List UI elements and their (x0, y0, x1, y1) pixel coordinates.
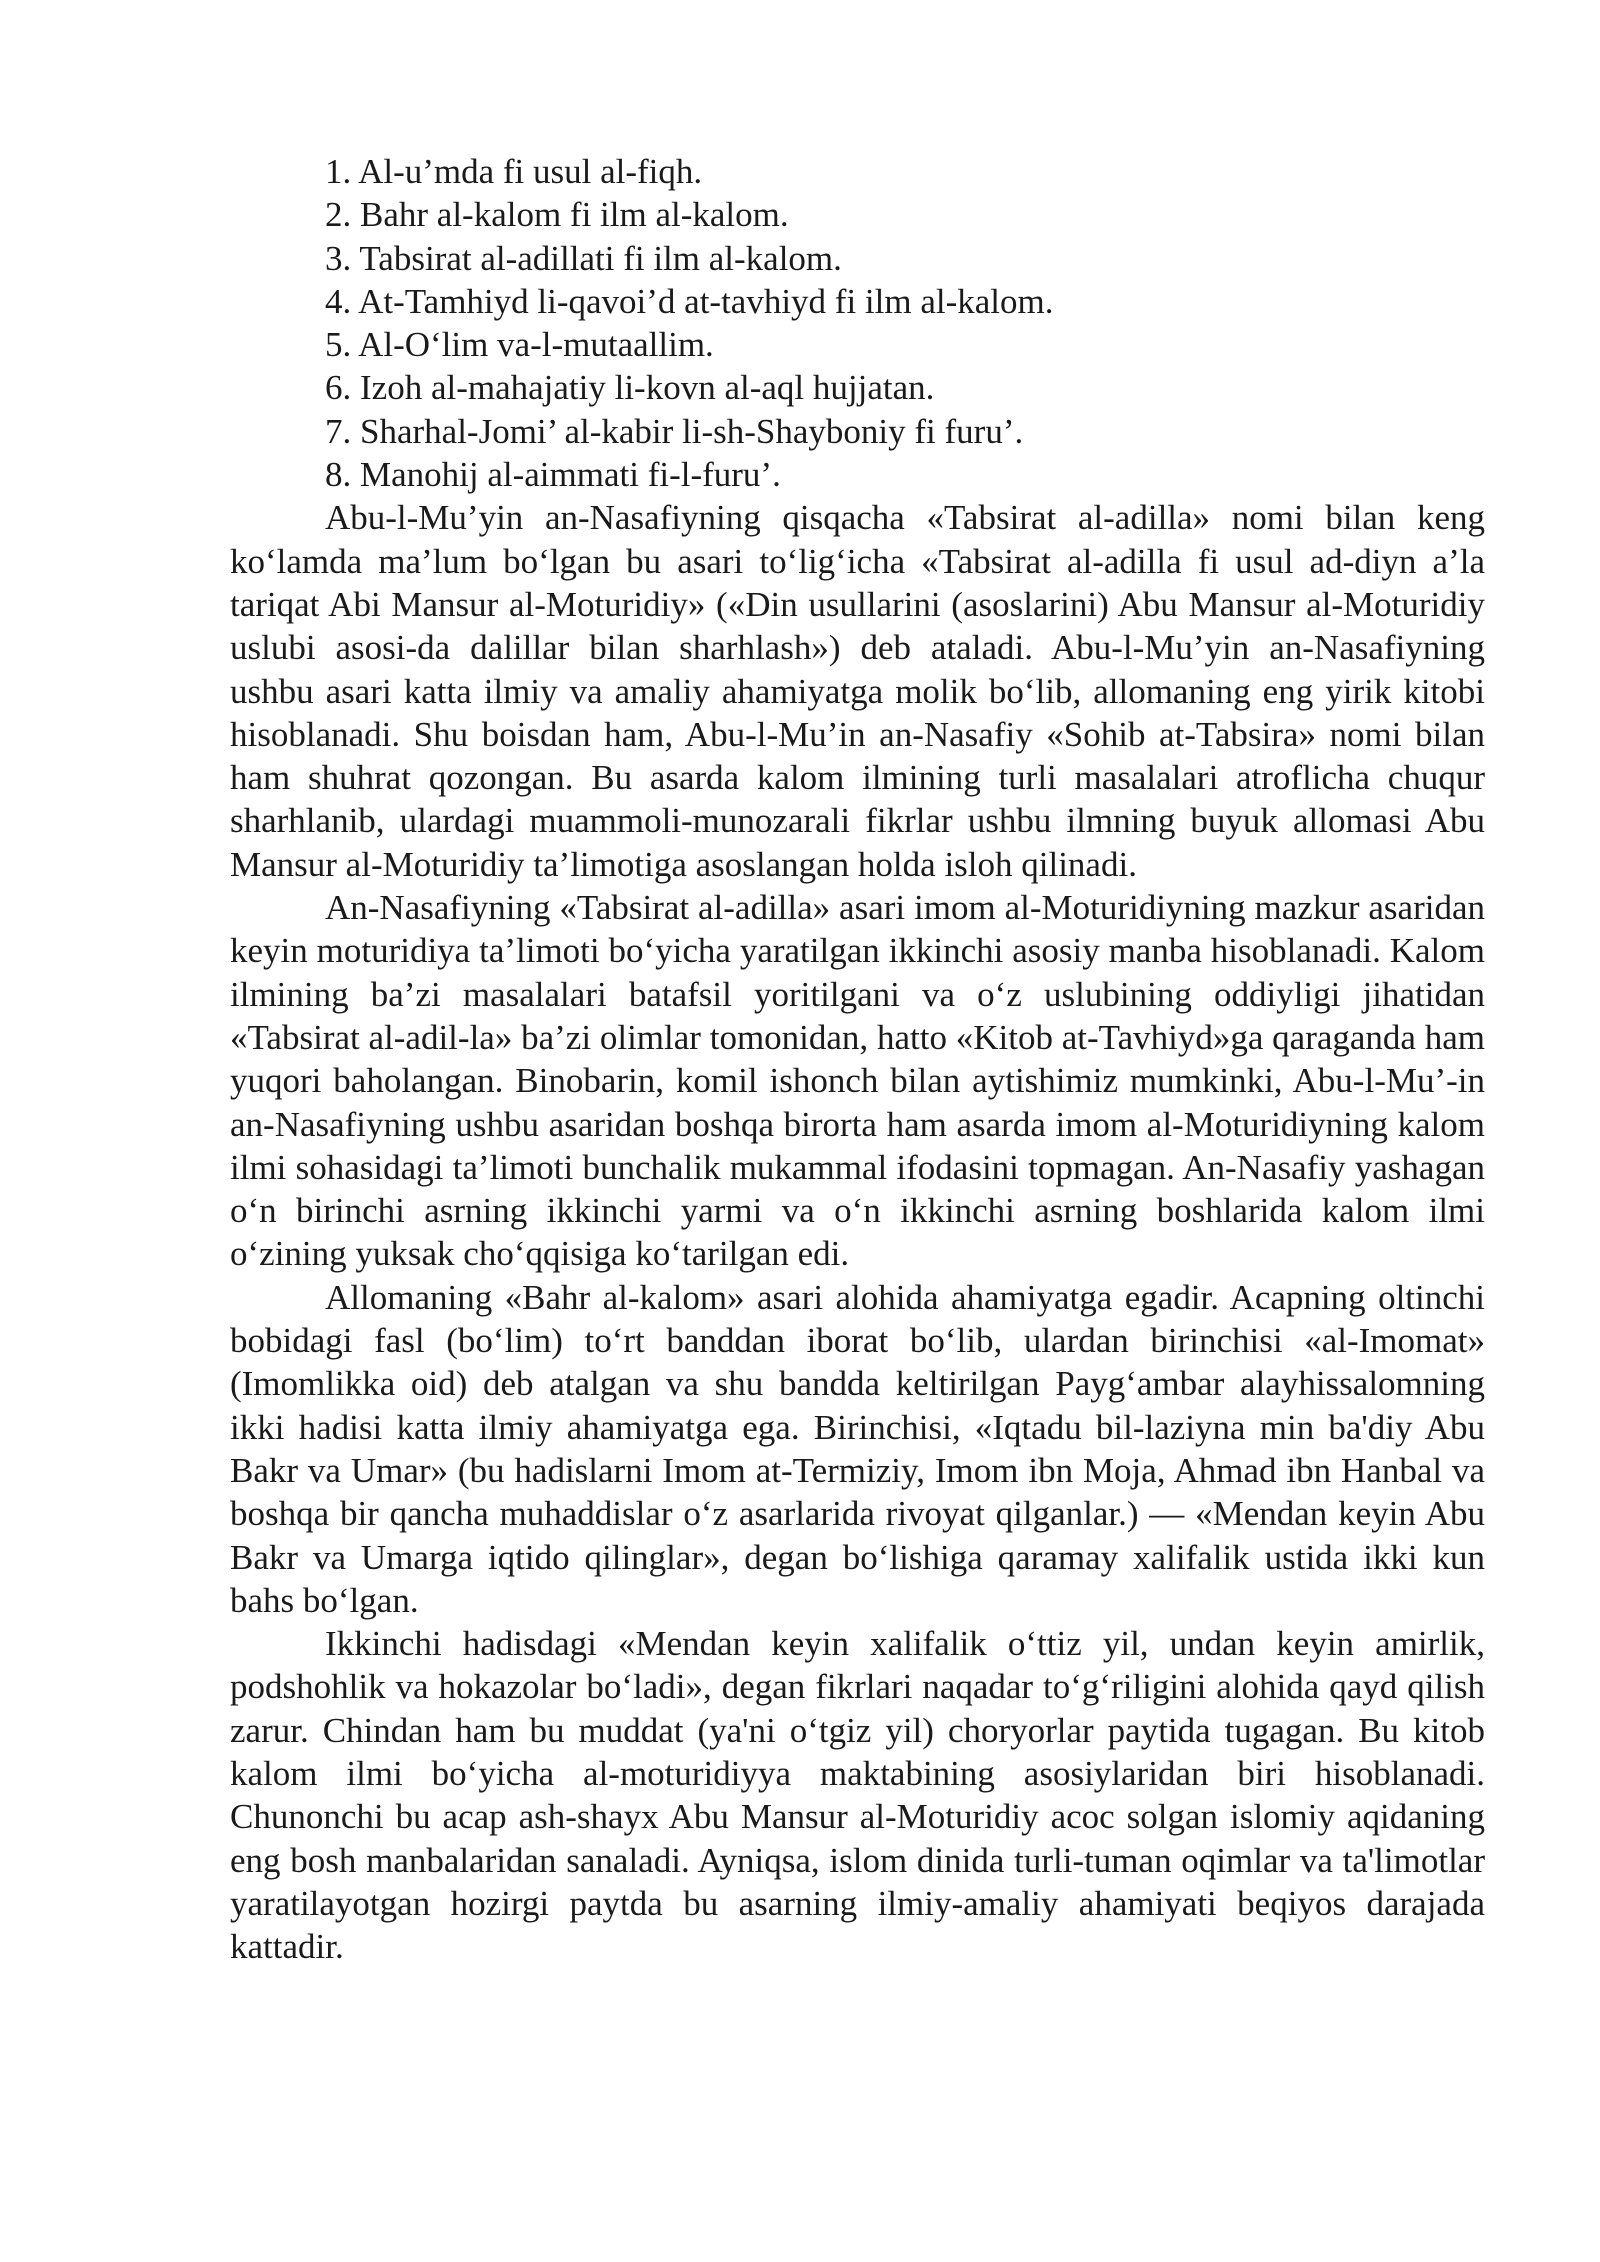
paragraph-tabsirat-intro: Abu-l-Mu’yin an-Nasafiyning qisqacha «Tabsirat al-adilla» nomi bilan keng ko‘lamda ma’lum bo‘lgan bu asari to‘lig‘icha «Tabsirat al-adilla fi usul ad-diyn a’la tariqat Abi Mansur al-Moturidiy» («Din usullarini (asoslarini) Abu Mansur al-Moturidiy uslubi asosi-da dalillar bilan sharhlash») deb ataladi. Abu-l-Mu’yin an-Nasafiyning ushbu asari katta ilmiy va amaliy ahamiyatga molik bo‘lib, allomaning eng yirik kitobi hisoblanadi. Shu boisdan ham, Abu-l-Mu’in an-Nasafiy «Sohib at-Tabsira» nomi bilan ham shuhrat qozongan. Bu asarda kalom ilmining turli masalalari atroflicha chuqur sharhlanib, ulardagi muammoli-munozarali fikrlar ushbu ilmning buyuk allomasi Abu Mansur al-Moturidiy ta’limotiga asoslangan holda isloh qilinadi. (230, 498, 1485, 884)
book-list (230, 150, 1485, 496)
paragraph-bahr-al-kalom: Allomaning «Bahr al-kalom» asari alohida ahamiyatga egadir. Acapning oltinchi bobidagi fasl (bo‘lim) to‘rt banddan iborat bo‘lib, ulardan birinchisi «al-Imomat» (Imomlikka oid) deb atalgan va shu bandda keltirilgan Payg‘ambar alayhissalomning ikki hadisi katta ilmiy ahamiyatga ega. Birinchisi, «Iqtadu bil-laziyna min ba'diy Abu Bakr va Umar» (bu hadislarni Imom at-Termiziy, Imom ibn Moja, Ahmad ibn Hanbal va boshqa bir qancha muhaddislar o‘z asarlarida rivoyat qilganlar.) — «Mendan keyin Abu Bakr va Umarga iqtido qilinglar», degan bo‘lishiga qaramay xalifalik ustida ikki kun bahs bo‘lgan. (230, 1277, 1485, 1620)
book-item: 3. Tabsirat al-adillati fi ilm al-kalom. (325, 238, 842, 278)
document-page (230, 150, 1485, 1968)
book-item: 6. Izoh al-mahajatiy li-kovn al-aql hujjatan. (325, 368, 935, 408)
book-item: 8. Manohij al-aimmati fi-l-furu’. (325, 455, 781, 495)
book-item: 7. Sharhal-Jomi’ al-kabir li-sh-Shayboniy fi furu’. (325, 411, 1024, 451)
paragraph-second-hadith: Ikkinchi hadisdagi «Mendan keyin xalifalik o‘ttiz yil, undan keyin amirlik, podshohlik va hokazolar bo‘ladi», degan fikrlari naqadar to‘g‘riligini alohida qayd qilish zarur. Chindan ham bu muddat (ya'ni o‘tgiz yil) choryorlar paytida tugagan. Bu kitob kalom ilmi bo‘yicha al-moturidiyya maktabining asosiylaridan biri hisoblanadi. Chunonchi bu acap ash-shayx Abu Mansur al-Moturidiy acoc solgan islomiy aqidaning eng bosh manbalaridan sanaladi. Ayniqsa, islom dinida turli-tuman oqimlar va ta'limotlar yaratilayotgan hozirgi paytda bu asarning ilmiy-amaliy ahamiyati beqiyos darajada kattadir. (230, 1624, 1485, 1967)
book-item: 1. Al-u’mda fi usul al-fiqh. (325, 152, 703, 191)
book-item: 2. Bahr al-kalom fi ilm al-kalom. (325, 195, 789, 235)
paragraph-tabsirat-significance: An-Nasafiyning «Tabsirat al-adilla» asari imom al-Moturidiyning mazkur asaridan keyin moturidiya ta’limoti bo‘yicha yaratilgan ikkinchi asosiy manba hisoblanadi. Kalom ilmining ba’zi masalalari batafsil yoritilgani va o‘z uslubining oddiyligi jihatidan «Tabsirat al-adil-la» ba’zi olimlar tomonidan, hatto «Kitob at-Tavhiyd»ga qaraganda ham yuqori baholangan. Binobarin, komil ishonch bilan aytishimiz mumkinki, Abu-l-Mu’-in an-Nasafiyning ushbu asaridan boshqa birorta ham asarda imom al-Moturidiyning kalom ilmi sohasidagi ta’limoti bunchalik mukammal ifodasini topmagan. An-Nasafiy yashagan o‘n birinchi asrning ikkinchi yarmi va o‘n ikkinchi asrning boshlarida kalom ilmi o‘zining yuksak cho‘qqisiga ko‘tarilgan edi. (230, 888, 1485, 1274)
book-item: 4. At-Tamhiyd li-qavoi’d at-tavhiyd fi ilm al-kalom. (325, 281, 1054, 321)
book-item: 5. Al-O‘lim va-l-mutaallim. (325, 325, 714, 365)
